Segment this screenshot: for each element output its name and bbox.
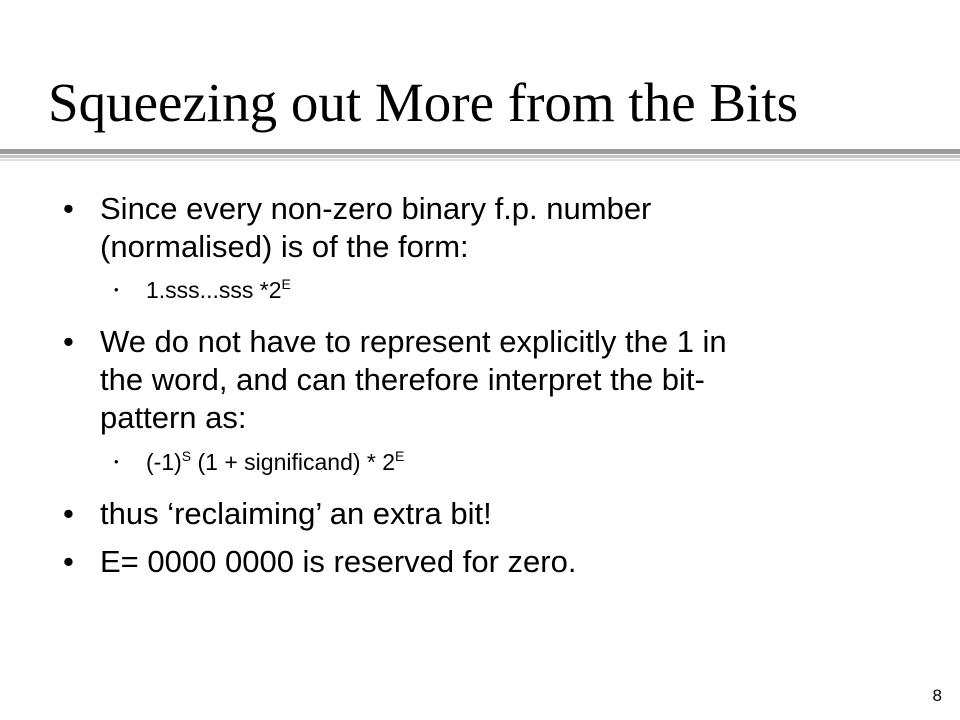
- formula-exponent: E: [281, 276, 291, 292]
- bullet-marker: •: [63, 324, 74, 359]
- bullet-line: Since every non-zero binary f.p. number: [100, 191, 652, 226]
- bullet-item: [63, 323, 860, 437]
- bullet-marker: •: [63, 191, 74, 226]
- bullet-line: (normalised) is of the form:: [100, 229, 469, 264]
- bullet-item: [63, 495, 860, 533]
- bullet-line: the word, and can therefore interpret the bit-: [100, 362, 705, 397]
- title-divider: [0, 149, 960, 154]
- title-divider-shade: [0, 155, 960, 158]
- formula-part: (-1): [146, 449, 182, 475]
- sub-bullet-marker: •: [114, 454, 119, 469]
- sub-bullet-item: [114, 275, 846, 305]
- sign-exponent: S: [181, 448, 192, 464]
- bullet-line: We do not have to represent explicitly the 1 in: [100, 324, 727, 359]
- bullet-marker: •: [63, 496, 74, 531]
- bullet-text: thus ‘reclaiming’ an extra bit!: [100, 496, 492, 531]
- page-number: 8: [932, 686, 942, 705]
- bullet-item: [63, 543, 860, 581]
- formula-base: 1.sss...sss *2: [146, 277, 282, 303]
- bullet-line: pattern as:: [100, 400, 247, 435]
- slide-title: Squeezing out More from the Bits: [48, 72, 799, 133]
- sub-bullet-marker: •: [114, 282, 119, 297]
- sub-bullet-item: [114, 447, 846, 477]
- bullet-text: E= 0000 0000 is reserved for zero.: [100, 544, 577, 579]
- title-divider-light: [0, 159, 960, 161]
- formula-part: (1 + significand) * 2: [191, 449, 396, 475]
- bullet-marker: •: [63, 544, 74, 579]
- formula-exponent: E: [395, 448, 405, 464]
- bullet-item: [63, 190, 860, 266]
